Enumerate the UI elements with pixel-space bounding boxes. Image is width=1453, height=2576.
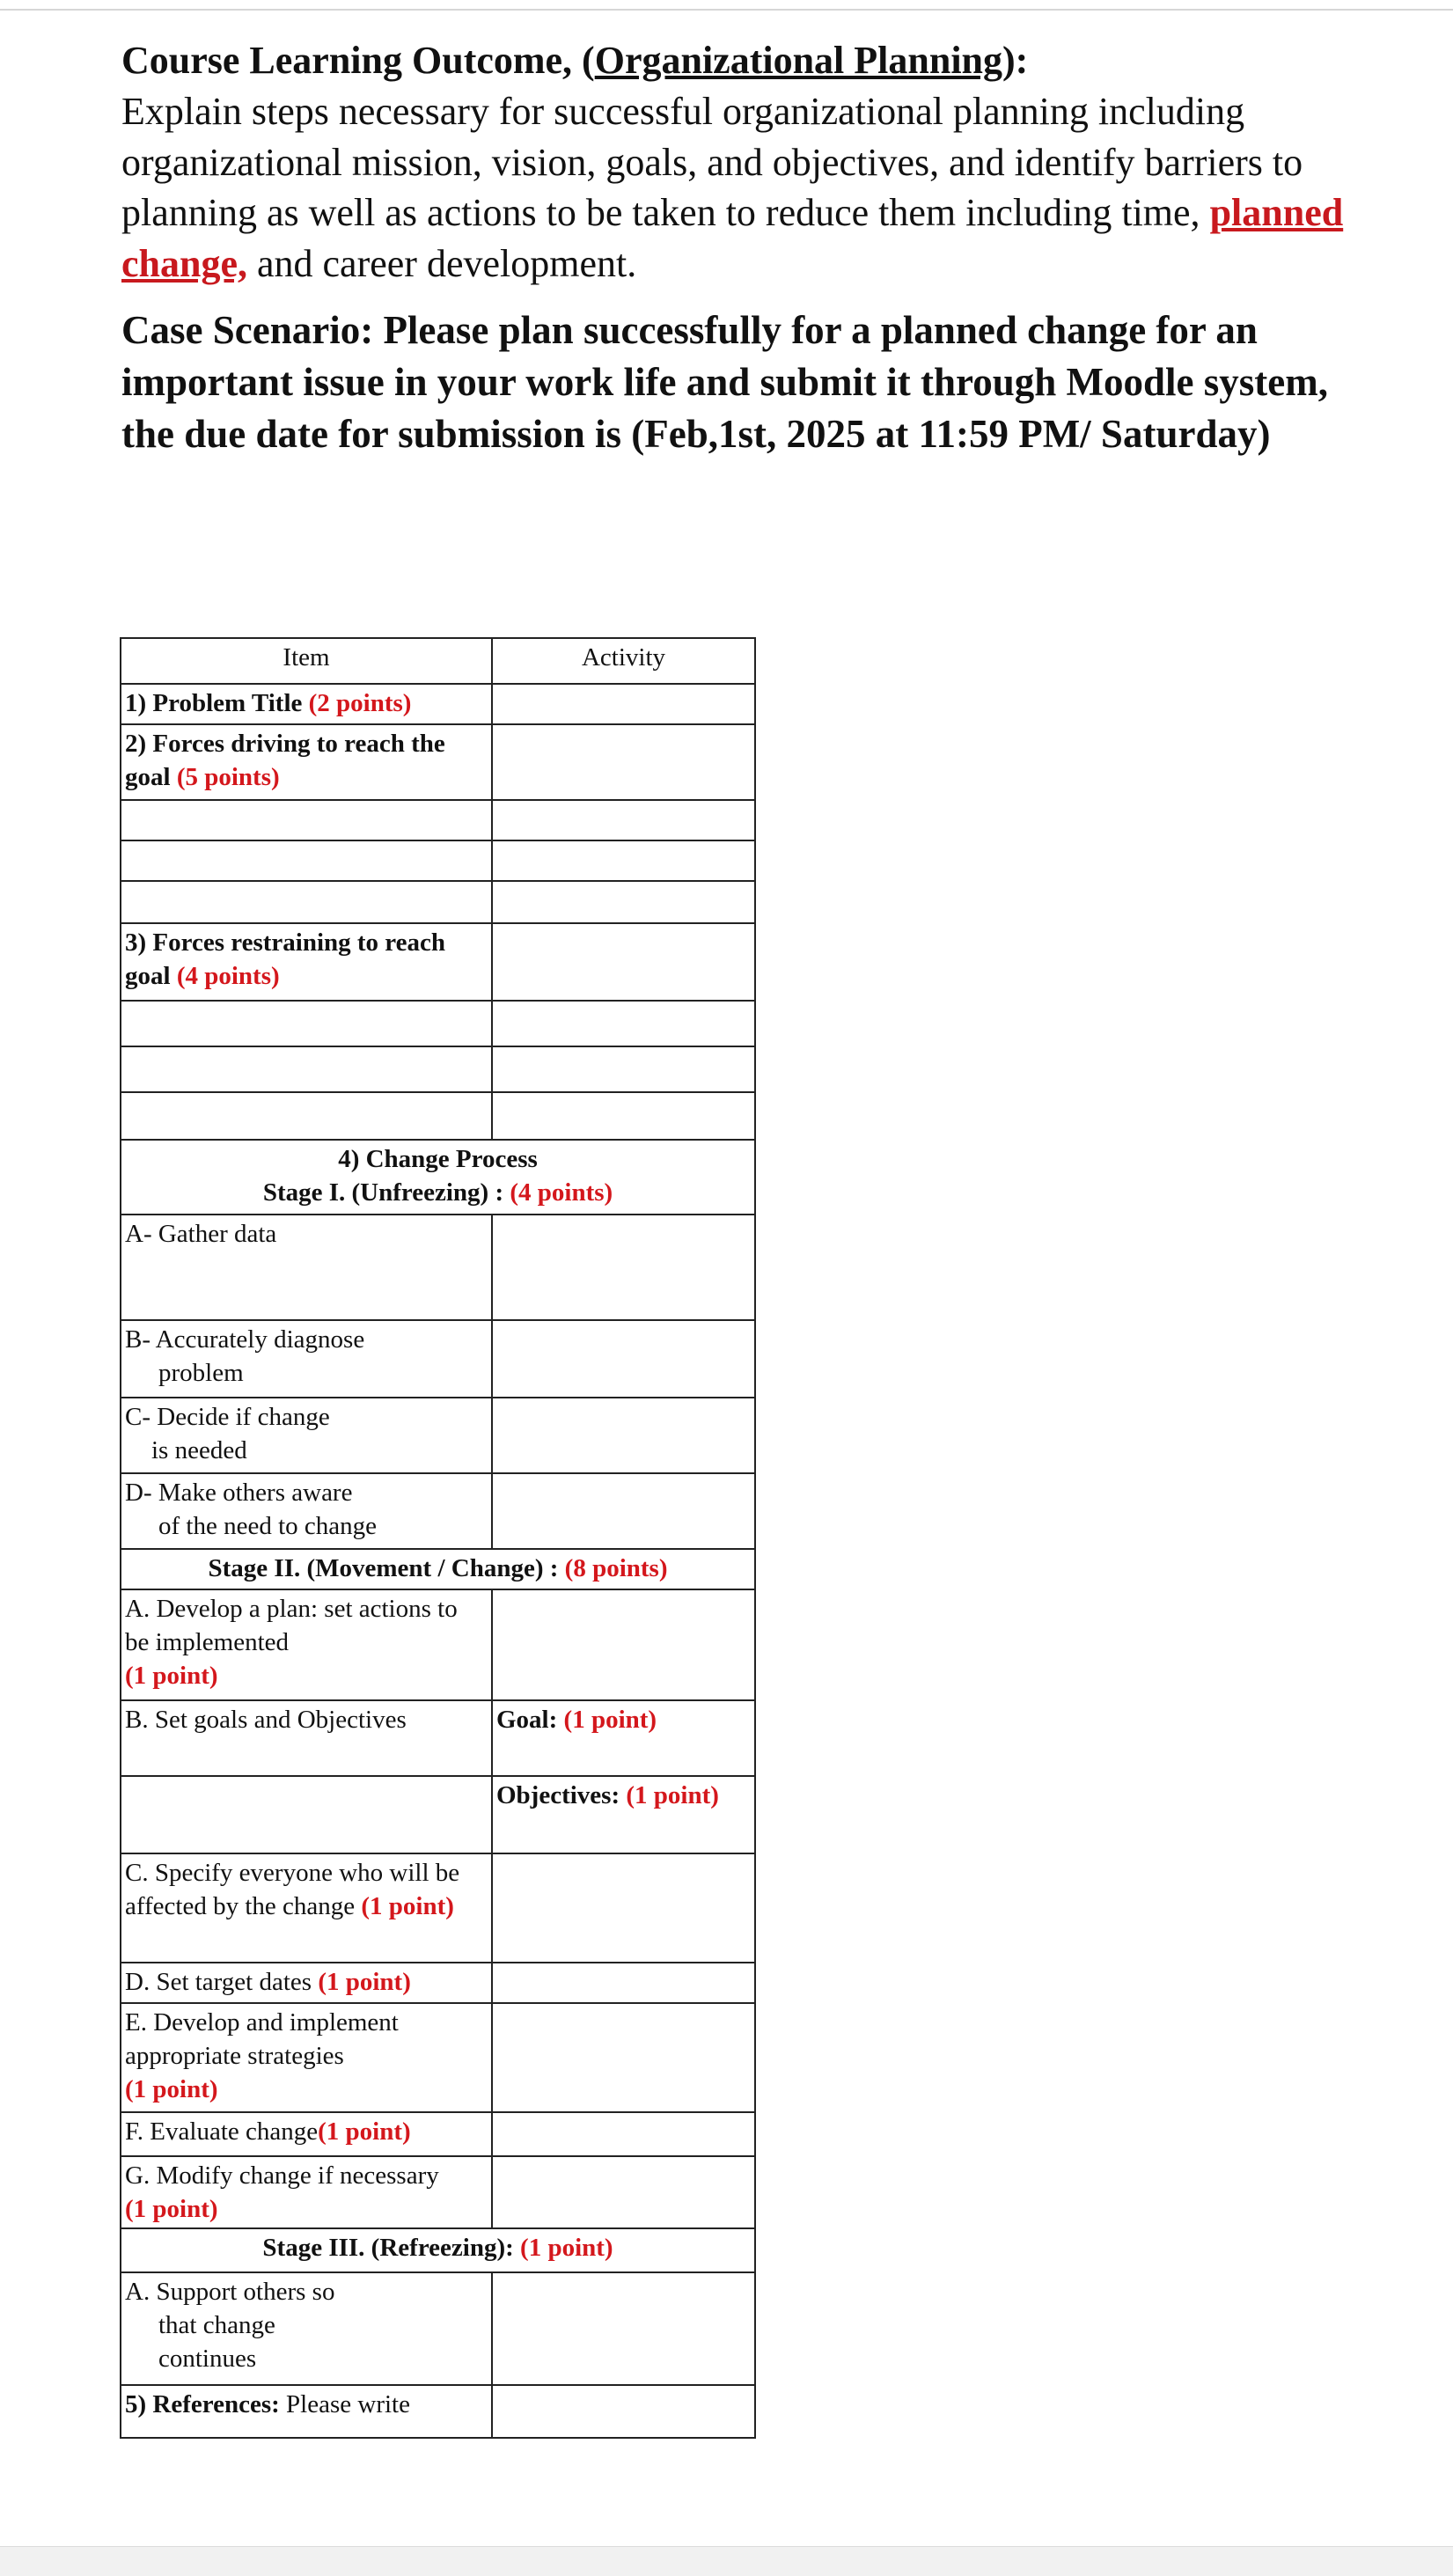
activity-cell[interactable] bbox=[492, 1046, 755, 1092]
item-cell[interactable] bbox=[121, 881, 492, 923]
stage3-header: Stage III. (Refreezing): (1 point) bbox=[121, 2228, 755, 2272]
evaluate-change-label: F. Evaluate change(1 point) bbox=[121, 2112, 492, 2156]
bottom-scroll-bar[interactable] bbox=[0, 2546, 1453, 2576]
activity-cell[interactable] bbox=[492, 1320, 755, 1398]
activity-cell[interactable] bbox=[492, 1589, 755, 1700]
table-row bbox=[121, 1549, 755, 1589]
table-row bbox=[121, 2228, 755, 2272]
objectives-cell[interactable]: Objectives: (1 point) bbox=[492, 1776, 755, 1853]
activity-cell[interactable] bbox=[492, 1398, 755, 1473]
table-row bbox=[121, 2156, 755, 2228]
table-header-row bbox=[121, 638, 755, 684]
specify-affected-label: C. Specify everyone who will be affected by the change (1 point) bbox=[121, 1853, 492, 1963]
table-row bbox=[121, 2272, 755, 2385]
table-row bbox=[121, 1776, 755, 1853]
activity-cell[interactable] bbox=[492, 2272, 755, 2385]
planning-form-table bbox=[120, 637, 756, 2439]
item-cell[interactable] bbox=[121, 1776, 492, 1853]
table-row bbox=[121, 800, 755, 840]
activity-cell[interactable] bbox=[492, 684, 755, 724]
references-label: 5) References: Please write bbox=[121, 2385, 492, 2438]
activity-cell[interactable] bbox=[492, 2112, 755, 2156]
activity-cell[interactable] bbox=[492, 1001, 755, 1046]
item-cell[interactable] bbox=[121, 800, 492, 840]
support-others-label: A. Support others so that change continues bbox=[121, 2272, 492, 2385]
stage2-header: Stage II. (Movement / Change) : (8 points) bbox=[121, 1549, 755, 1589]
planned-change-link[interactable]: planned change, bbox=[121, 191, 1344, 285]
table-row bbox=[121, 881, 755, 923]
table-row bbox=[121, 1320, 755, 1398]
activity-column-header: Activity bbox=[492, 638, 755, 684]
table-row bbox=[121, 1398, 755, 1473]
case-scenario: Case Scenario: Please plan successfully for a planned change for an important issue in your work life and submit it through Moodle system, the due date for submission is (Feb,1st, 2025 at 11:59 PM/ Saturday) bbox=[121, 308, 1328, 456]
table-row bbox=[121, 1963, 755, 2003]
organizational-planning-link[interactable]: Organizational Planning bbox=[594, 39, 1003, 82]
decide-change-label: C- Decide if change is needed bbox=[121, 1398, 492, 1473]
forces-driving-label: 2) Forces driving to reach the goal (5 points) bbox=[121, 724, 492, 800]
table-row bbox=[121, 2112, 755, 2156]
activity-cell[interactable] bbox=[492, 1853, 755, 1963]
table-row bbox=[121, 1046, 755, 1092]
table-row bbox=[121, 1140, 755, 1215]
activity-cell[interactable] bbox=[492, 881, 755, 923]
item-column-header: Item bbox=[121, 638, 492, 684]
table-row bbox=[121, 724, 755, 800]
table-row bbox=[121, 923, 755, 1001]
item-cell[interactable] bbox=[121, 1092, 492, 1140]
table-row bbox=[121, 1092, 755, 1140]
goal-cell[interactable]: Goal: (1 point) bbox=[492, 1700, 755, 1776]
table-row bbox=[121, 840, 755, 881]
activity-cell[interactable] bbox=[492, 1473, 755, 1549]
clo-description: Explain steps necessary for successful organizational planning including organizational mission, vision, goals, and objectives, and identify barriers to planning as well as actions to be taken to reduce them including time, planned change, and career development. bbox=[121, 90, 1344, 285]
set-goals-label: B. Set goals and Objectives bbox=[121, 1700, 492, 1776]
activity-cell[interactable] bbox=[492, 923, 755, 1001]
activity-cell[interactable] bbox=[492, 840, 755, 881]
develop-plan-label: A. Develop a plan: set actions to be implemented (1 point) bbox=[121, 1589, 492, 1700]
item-cell[interactable] bbox=[121, 1046, 492, 1092]
item-cell[interactable] bbox=[121, 840, 492, 881]
activity-cell[interactable] bbox=[492, 1092, 755, 1140]
activity-cell[interactable] bbox=[492, 724, 755, 800]
top-divider bbox=[0, 9, 1453, 11]
target-dates-label: D. Set target dates (1 point) bbox=[121, 1963, 492, 2003]
change-process-header: 4) Change Process Stage I. (Unfreezing) : (4 points) bbox=[121, 1140, 755, 1215]
activity-cell[interactable] bbox=[492, 2003, 755, 2112]
activity-cell[interactable] bbox=[492, 2385, 755, 2438]
table-row bbox=[121, 684, 755, 724]
table-row bbox=[121, 2385, 755, 2438]
item-cell[interactable] bbox=[121, 1001, 492, 1046]
table-row bbox=[121, 1215, 755, 1320]
gather-data-label: A- Gather data bbox=[121, 1215, 492, 1320]
activity-cell[interactable] bbox=[492, 2156, 755, 2228]
table-row bbox=[121, 1700, 755, 1776]
clo-heading: Course Learning Outcome, (Organizational Planning): bbox=[121, 39, 1029, 82]
activity-cell[interactable] bbox=[492, 800, 755, 840]
table-row bbox=[121, 1853, 755, 1963]
table-row bbox=[121, 1589, 755, 1700]
activity-cell[interactable] bbox=[492, 1215, 755, 1320]
heading-block bbox=[121, 35, 1354, 460]
table-row bbox=[121, 1473, 755, 1549]
diagnose-problem-label: B- Accurately diagnose problem bbox=[121, 1320, 492, 1398]
table-row bbox=[121, 1001, 755, 1046]
modify-change-label: G. Modify change if necessary (1 point) bbox=[121, 2156, 492, 2228]
strategies-label: E. Develop and implement appropriate strategies (1 point) bbox=[121, 2003, 492, 2112]
forces-restraining-label: 3) Forces restraining to reach goal (4 points) bbox=[121, 923, 492, 1001]
table-row bbox=[121, 2003, 755, 2112]
problem-title-label: 1) Problem Title (2 points) bbox=[121, 684, 492, 724]
make-aware-label: D- Make others aware of the need to change bbox=[121, 1473, 492, 1549]
activity-cell[interactable] bbox=[492, 1963, 755, 2003]
